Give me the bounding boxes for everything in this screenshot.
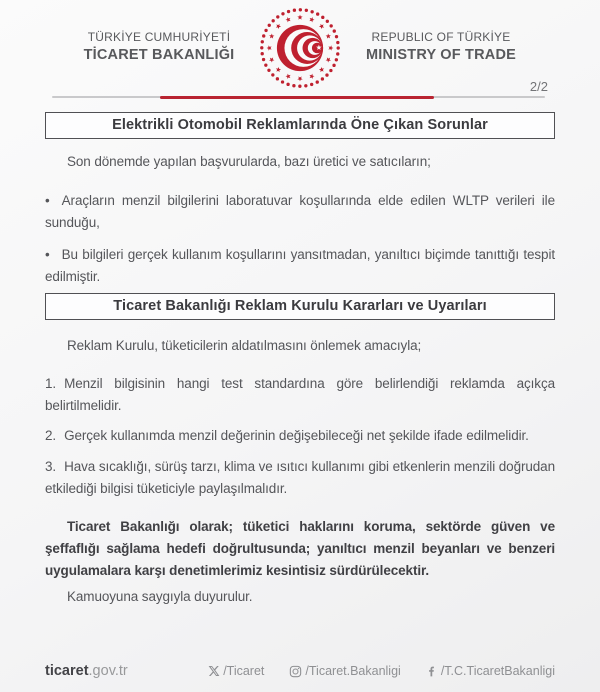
numbered-item	[45, 373, 555, 417]
social-handle: /T.C.TicaretBakanligi	[440, 664, 555, 678]
republic-line-tr: TÜRKİYE CUMHURİYETİ	[87, 29, 231, 44]
facebook-icon	[426, 665, 438, 678]
bullet-icon: •	[45, 193, 50, 208]
page-indicator: 2/2	[529, 79, 548, 94]
instagram-icon	[289, 665, 302, 678]
website-link[interactable]	[45, 663, 128, 679]
closing-paragraph: Kamuoyuna saygıyla duyurulur.	[67, 589, 253, 604]
ministry-of-trade-emblem-icon	[258, 6, 342, 90]
item-text: Hava sıcaklığı, sürüş tarzı, klima ve ısıtıcı kullanımı gibi etkenlerin menzili doğrudan etkilediği bilgisi tüketiciyle paylaşılmalıdır.	[45, 459, 555, 496]
social-links	[208, 664, 555, 678]
intro-paragraph-problems: Son dönemde yapılan başvurularda, bazı üretici ve satıcıların;	[67, 154, 431, 169]
social-handle: /Ticaret	[223, 664, 265, 678]
content	[45, 112, 555, 608]
bullet-icon: •	[45, 247, 50, 262]
bullet-text: Bu bilgileri gerçek kullanım koşullarını yansıtmadan, yanıltıcı biçimde tanıttığı tespit edilmiştir.	[45, 247, 555, 284]
website-bold-part: ticaret	[45, 663, 89, 679]
header-divider-line	[52, 96, 545, 98]
ministry-title-turkish	[73, 31, 245, 63]
ministry-title-english	[355, 31, 527, 63]
numbered-item	[45, 456, 555, 500]
footer	[45, 663, 555, 679]
bullet-item	[45, 190, 555, 234]
republic-line-en: REPUBLIC OF TÜRKİYE	[371, 29, 511, 44]
header	[0, 0, 600, 94]
social-link-x[interactable]	[208, 664, 264, 678]
item-number: 2.	[45, 428, 57, 443]
item-text: Menzil bilgisinin hangi test standardına göre belirlendiği reklamda açıkça belirtilmelidir.	[45, 376, 555, 413]
divider-red-segment	[160, 96, 434, 99]
section-title-problems: Elektrikli Otomobil Reklamlarında Öne Çıkan Sorunlar	[45, 112, 555, 139]
bullet-item	[45, 244, 555, 288]
item-text: Gerçek kullanımda menzil değerinin değişebileceği net şekilde ifade edilmelidir.	[64, 428, 529, 443]
section-title-decisions: Ticaret Bakanlığı Reklam Kurulu Kararları ve Uyarıları	[45, 293, 555, 320]
bullet-text: Araçların menzil bilgilerini laboratuvar koşullarında elde edilen WLTP verileri ile sunduğu,	[45, 193, 555, 230]
item-number: 3.	[45, 459, 57, 474]
social-handle: /Ticaret.Bakanligi	[305, 664, 401, 678]
ministry-line-tr: TİCARET BAKANLIĞI	[83, 46, 235, 63]
emphasis-paragraph: Ticaret Bakanlığı olarak; tüketici haklarını koruma, sektörde güven ve şeffaflığı sağlama hedefi doğrultusunda; yanıltıcı menzil beyanları ve benzeri uygulamalara karşı denetimlerimiz kesintisiz sürdürülecektir.	[45, 519, 555, 578]
x-twitter-icon	[208, 665, 220, 677]
numbered-item	[45, 425, 555, 447]
social-link-facebook[interactable]	[426, 664, 555, 678]
intro-paragraph-decisions: Reklam Kurulu, tüketicilerin aldatılmasını önlemek amacıyla;	[67, 338, 422, 353]
ministry-line-en: MINISTRY OF TRADE	[365, 46, 516, 63]
item-number: 1.	[45, 376, 57, 391]
website-rest-part: .gov.tr	[88, 663, 128, 679]
social-link-instagram[interactable]	[289, 664, 400, 678]
